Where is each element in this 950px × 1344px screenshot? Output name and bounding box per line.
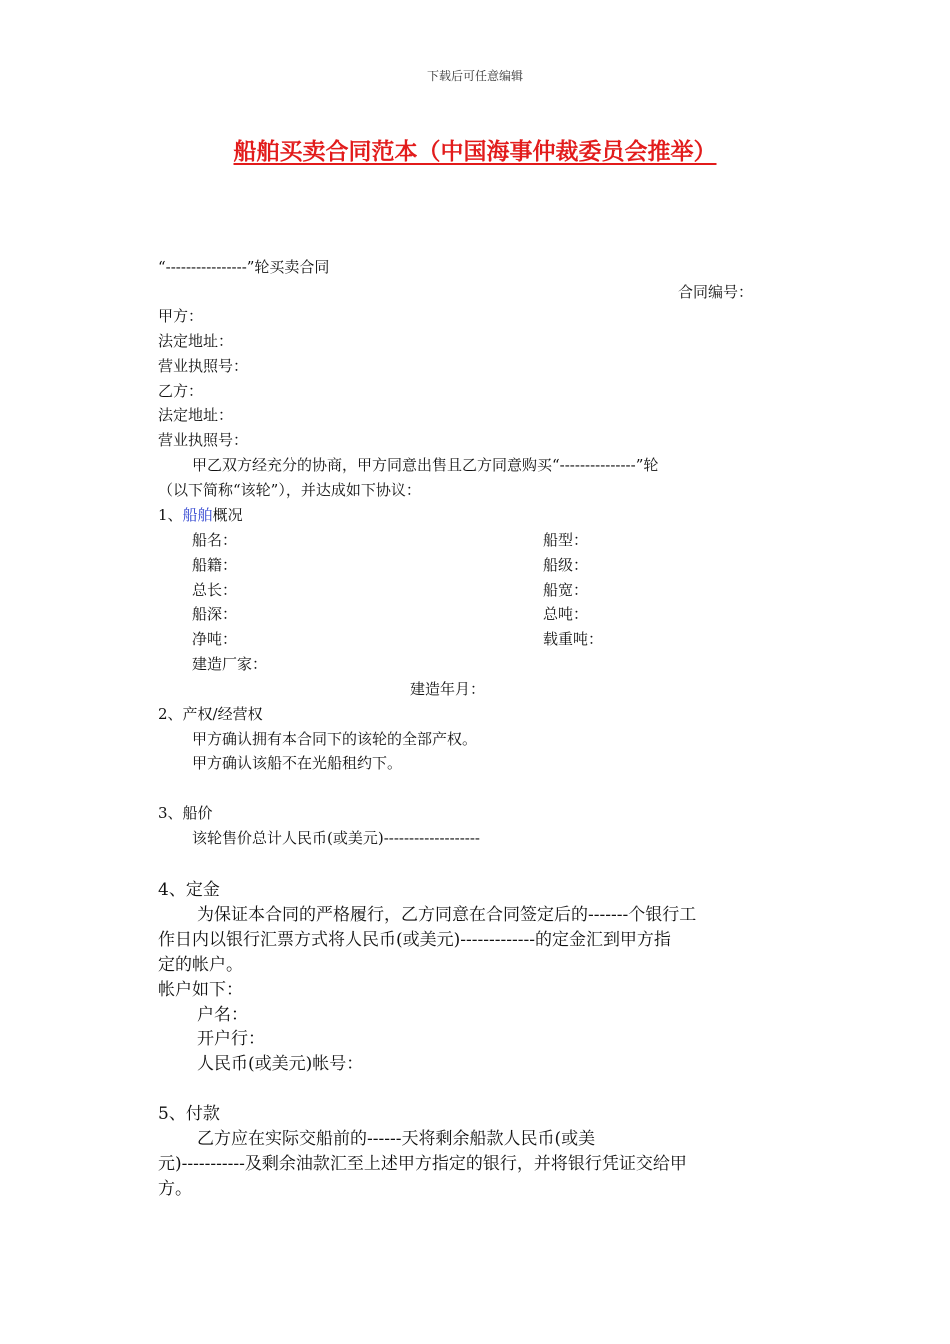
- ship-type-field: 船型：: [543, 531, 589, 549]
- account-bank: 开户行：: [197, 1029, 265, 1049]
- section-4-line-2: 作日内以银行汇票方式将人民币(或美元)-------------的定金汇到甲方指: [158, 930, 671, 950]
- overall-length-field: 总长：: [192, 581, 238, 599]
- account-label: 帐户如下：: [158, 980, 243, 1000]
- ship-registry-field: 船籍：: [192, 556, 238, 574]
- section-5-line-3: 方。: [158, 1179, 192, 1199]
- page-header: 下载后可任意编辑: [426, 69, 523, 83]
- ship-class-field: 船级：: [543, 556, 589, 574]
- section-4-line-1: 为保证本合同的严格履行，乙方同意在合同签定后的-------个银行工: [197, 905, 697, 925]
- party-b-license: 营业执照号：: [158, 431, 249, 449]
- ship-name-field: 船名：: [192, 531, 238, 549]
- ship-breadth-field: 船宽：: [543, 581, 589, 599]
- intro-line-2: （以下简称“该轮”），并达成如下协议：: [158, 481, 421, 499]
- account-number: 人民币(或美元)帐号：: [197, 1054, 364, 1074]
- section-3-line-1: 该轮售价总计人民币(或美元)-------------------: [192, 829, 481, 847]
- ship-depth-field: 船深：: [192, 605, 238, 623]
- gross-tonnage-field: 总吨：: [543, 605, 589, 623]
- net-tonnage-field: 净吨：: [192, 630, 238, 648]
- section-5-line-1: 乙方应在实际交船前的------天将剩余船款人民币(或美: [197, 1129, 596, 1149]
- section-1-title: [158, 503, 243, 528]
- document-title: 船舶买卖合同范本（中国海事仲裁委员会推举）: [233, 138, 717, 165]
- party-a-license: 营业执照号：: [158, 357, 249, 375]
- deadweight-field: 载重吨：: [543, 630, 604, 648]
- contract-heading: “----------------”轮买卖合同: [158, 258, 330, 276]
- section-4-title: 4、定金: [158, 880, 220, 900]
- section-2-line-2: 甲方确认该船不在光船租约下。: [192, 754, 403, 772]
- section-1-number: 1、: [158, 506, 183, 524]
- section-5-title: 5、付款: [158, 1104, 220, 1124]
- build-date-field: 建造年月：: [410, 680, 486, 698]
- section-1-rest: 概况: [212, 506, 243, 524]
- account-name: 户名：: [197, 1005, 248, 1025]
- party-a: 甲方：: [158, 307, 204, 325]
- intro-line-1: 甲乙双方经充分的协商，甲方同意出售且乙方同意购买“---------------”轮: [192, 456, 659, 474]
- contract-number-label: 合同编号：: [678, 283, 754, 301]
- section-2-line-1: 甲方确认拥有本合同下的该轮的全部产权。: [192, 730, 478, 748]
- party-b-address: 法定地址：: [158, 406, 234, 424]
- party-a-address: 法定地址：: [158, 332, 234, 350]
- section-4-line-3: 定的帐户。: [158, 955, 243, 975]
- party-b: 乙方：: [158, 382, 204, 400]
- section-3-title: 3、船价: [158, 804, 213, 822]
- builder-field: 建造厂家：: [192, 655, 268, 673]
- section-2-title: 2、产权/经营权: [158, 705, 263, 723]
- ship-link[interactable]: 船舶: [182, 506, 213, 524]
- section-5-line-2: 元)-----------及剩余油款汇至上述甲方指定的银行，并将银行凭证交给甲: [158, 1154, 687, 1174]
